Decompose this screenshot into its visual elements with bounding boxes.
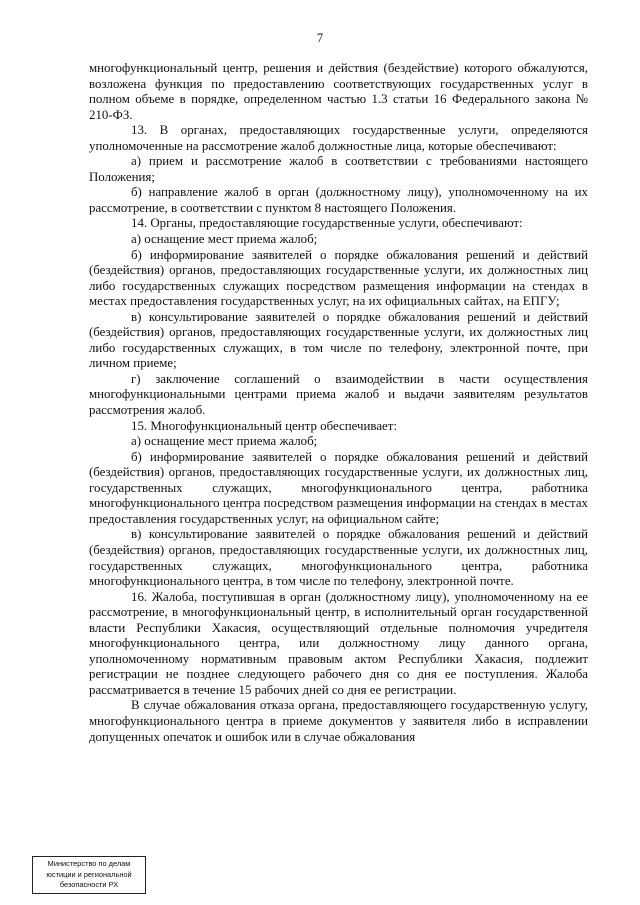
paragraph: а) оснащение мест приема жалоб;	[131, 434, 318, 449]
document-body	[89, 61, 588, 745]
paragraph: многофункциональный центр, решения и действия (бездействие) которого обжалуются, возложена функция по предоставлению соответствующих государственных услуг в полном объеме в порядке, определенном частью 1.3 статьи 16 Федерального закона № 210-ФЗ.	[89, 61, 588, 122]
paragraph: В случае обжалования отказа органа, предоставляющего государственную услугу, многофункционального центра в приеме документов у заявителя либо в исправлении допущенных опечаток и ошибок или в случае обжалования	[89, 698, 588, 744]
paragraph: 13. В органах, предоставляющих государственные услуги, определяются уполномоченные на рассмотрение жалоб должностные лица, которые обеспечивают:	[89, 123, 588, 153]
registration-stamp	[32, 856, 146, 894]
paragraph: 15. Многофункциональный центр обеспечивает:	[131, 418, 397, 433]
stamp-line: безопасности РХ	[59, 880, 119, 889]
paragraph: 16. Жалоба, поступившая в орган (должностному лицу), уполномоченному на ее рассмотрение, в многофункциональный центр, в исполнительный орган государственной власти Республики Хакасия, осуществляющий отдельные полномочия учредителя многофункционального центра, или должностному лицу данного органа, уполномоченному нормативным правовым актом Республики Хакасия, подлежит регистрации не позднее следующего рабочего дня со дня ее поступления. Жалоба рассматривается в течение 15 рабочих дней со дня ее регистрации.	[89, 589, 588, 697]
paragraph: в) консультирование заявителей о порядке обжалования решений и действий (бездействия) органов, предоставляющих государственные услуги, их должностных лиц либо государственных служащих, в том числе по телефону, электронной почте, при личном приеме;	[89, 309, 588, 371]
paragraph: б) информирование заявителей о порядке обжалования решений и действий (бездействия) органов, предоставляющих государственные услуги, их должностных лиц либо государственных служащих посредством размещения информации на стендах в местах предоставления государственных услуг, на их официальных сайтах, на ЕПГУ;	[89, 247, 588, 309]
paragraph: а) оснащение мест приема жалоб;	[131, 232, 318, 247]
stamp-line: Министерство по делам	[47, 859, 131, 868]
paragraph: 14. Органы, предоставляющие государственные услуги, обеспечивают:	[131, 216, 523, 231]
paragraph: а) прием и рассмотрение жалоб в соответствии с требованиями настоящего Положения;	[89, 154, 588, 184]
paragraph: в) консультирование заявителей о порядке обжалования решений и действий (бездействия) органов, предоставляющих государственные услуги, их должностных лиц, государственных служащих, многофункционального центра, работника многофункционального центра, в том числе по телефону, электронной почте.	[89, 527, 588, 589]
paragraph: б) информирование заявителей о порядке обжалования решений и действий (бездействия) органов, предоставляющих государственные услуги, их должностных лиц, государственных служащих, многофункционального центра, работника многофункционального центра посредством размещения информации на стендах в местах предоставления государственных услуг, на официальном сайте;	[89, 449, 588, 526]
page-number: 7	[316, 31, 324, 45]
paragraph: б) направление жалоб в орган (должностному лицу), уполномоченному на их рассмотрение, в соответствии с пунктом 8 настоящего Положения.	[89, 185, 588, 215]
paragraph: г) заключение соглашений о взаимодействии в части осуществления многофункциональными центрами приема жалоб и выдачи заявителям результатов рассмотрения жалоб.	[89, 371, 588, 418]
stamp-line: юстиции и региональной	[46, 869, 132, 879]
